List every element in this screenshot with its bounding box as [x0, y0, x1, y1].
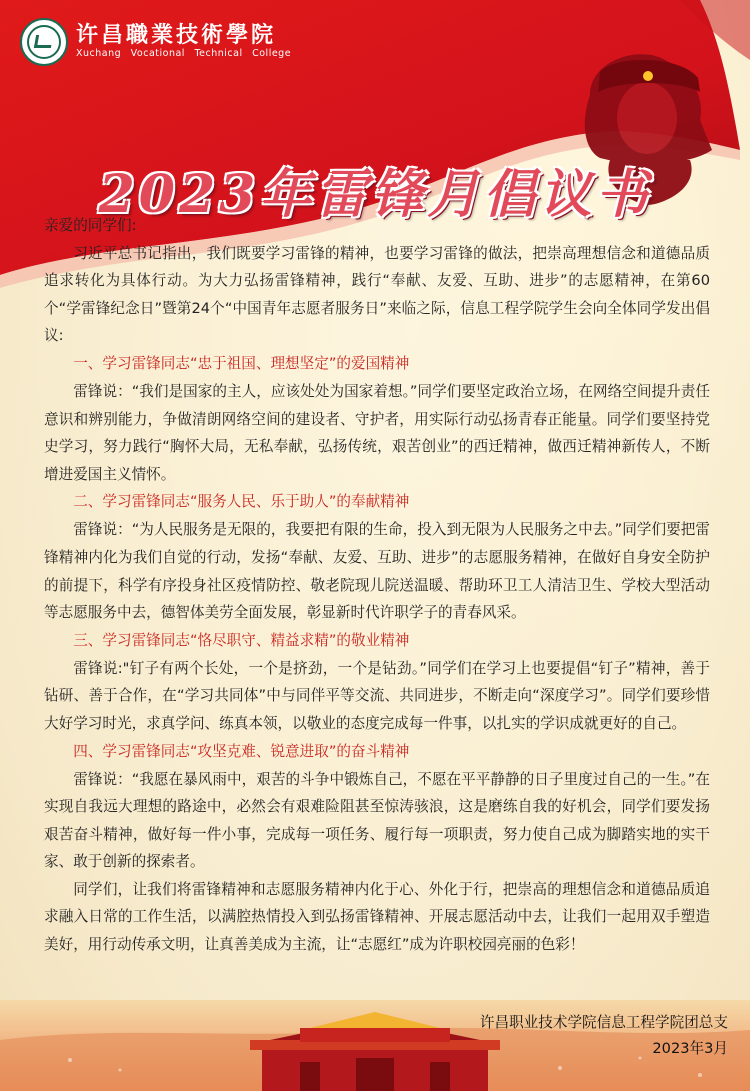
section-heading-4: 四、学习雷锋同志“攻坚克难、锐意进取”的奋斗精神 [73, 742, 410, 760]
college-name [76, 23, 291, 61]
letter-body [44, 212, 710, 959]
section-heading-1: 一、学习雷锋同志“忠于祖国、理想坚定”的爱国精神 [73, 354, 410, 372]
signature-date: 2023年3月 [652, 1040, 728, 1057]
section-body-2: 雷锋说：“为人民服务是无限的，我要把有限的生命，投入到无限为人民服务之中去。”同学们要把雷锋精神内化为我们自觉的行动，发扬“奉献、友爱、互助、进步”的志愿服务精神，在做好自身安全防护的前提下，科学有序投身社区疫情防控、敬老院现儿院送温暖、帮助环卫工人清洁卫生、学校大型活动等志愿服务中去，德智体美劳全面发展，彰显新时代许职学子的青春风采。 [44, 521, 710, 622]
section-body-4: 雷锋说：“我愿在暴风雨中，艰苦的斗争中锻炼自己，不愿在平平静静的日子里度过自己的一生。”在实现自我远大理想的路途中，必然会有艰难险阻甚至惊涛骇浪，这是磨练自我的好机会，同学们要发扬艰苦奋斗精神，做好每一件小事，完成每一项任务、履行每一项职责，努力使自己成为脚踏实地的实干家、敢于创新的探索者。 [44, 770, 710, 871]
college-logo-icon [20, 18, 68, 66]
closing-paragraph: 同学们，让我们将雷锋精神和志愿服务精神内化于心、外化于行，把崇高的理想信念和道德品质追求融入日常的工作生活，以满腔热情投入到弘扬雷锋精神、开展志愿活动中去，让我们一起用双手塑造美好，用行动传承文明，让真善美成为主流，让“志愿红”成为许职校园亮丽的色彩！ [44, 880, 710, 954]
section-heading-2: 二、学习雷锋同志“服务人民、乐于助人”的奉献精神 [73, 493, 410, 511]
college-name-cn: 许昌職業技術學院 [76, 22, 277, 48]
college-header [20, 20, 291, 64]
signature [480, 1010, 728, 1062]
greeting: 亲爱的同学们: [44, 217, 137, 234]
section-heading-3: 三、学习雷锋同志“恪尽职守、精益求精”的敬业精神 [73, 631, 410, 649]
college-name-en: Xuchang Vocational Technical College [76, 48, 292, 59]
intro-paragraph: 习近平总书记指出，我们既要学习雷锋的精神，也要学习雷锋的做法，把崇高理想信念和道德品质追求转化为具体行动。为大力弘扬雷锋精神，践行“奉献、友爱、互助、进步”的志愿精神，在第60个“学雷锋纪念日”暨第24个“中国青年志愿者服务日”来临之际，信息工程学院学生会向全体同学发出倡议: [44, 244, 710, 345]
signature-org: 许昌职业技术学院信息工程学院团总支 [479, 1014, 728, 1031]
section-body-3: 雷锋说:"钉子有两个长处，一个是挤劲，一个是钻劲。”同学们在学习上也要提倡“钉子”精神，善于钻研、善于合作，在“学习共同体”中与同伴平等交流、共同进步，不断走向“深度学习”。同学们要珍惜大好学习时光，求真学问、练真本领，以敬业的态度完成每一件事，以扎实的学识成就更好的自己。 [44, 659, 710, 732]
section-body-1: 雷锋说：“我们是国家的主人，应该处处为国家着想。”同学们要坚定政治立场，在网络空间提升责任意识和辨别能力，争做清朗网络空间的建设者、守护者，用实际行动弘扬青春正能量。同学们要坚持党史学习，努力践行“胸怀大局，无私奉献，弘扬传统，艰苦创业”的西迁精神，做西迁精神新传人，不断增进爱国主义情怀。 [44, 382, 710, 483]
page-title: 2023年雷锋月倡议书 [98, 164, 652, 225]
